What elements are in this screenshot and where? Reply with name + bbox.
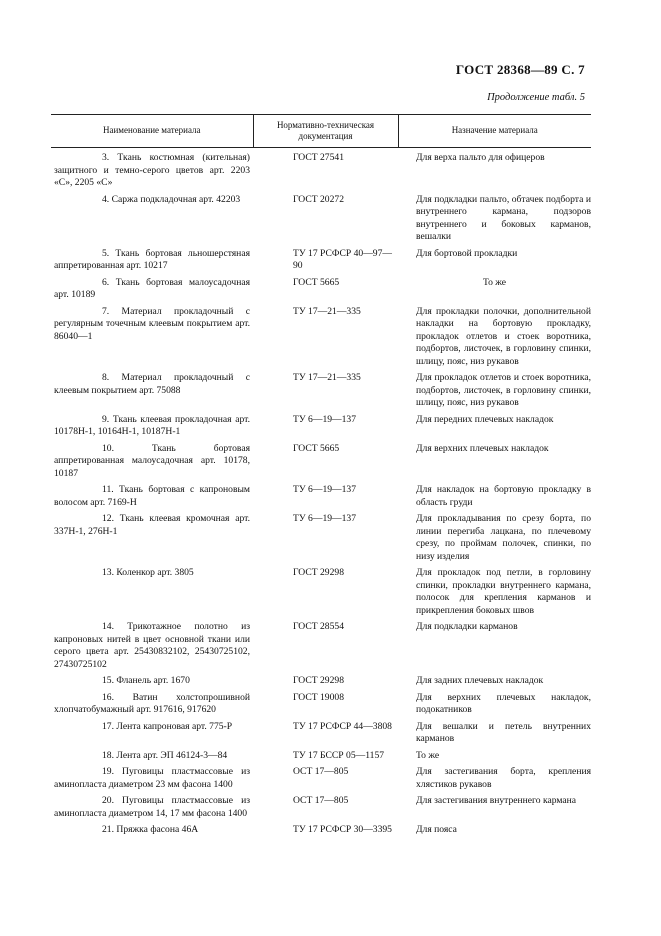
- table-row: [51, 513, 591, 567]
- table-row: [51, 750, 591, 767]
- column-header-documentation: Нормативно-техническая документация: [253, 115, 398, 148]
- table-row: [51, 372, 591, 414]
- material-purpose: Для пояса: [416, 824, 457, 835]
- material-doc: ТУ 6—19—137: [293, 513, 357, 524]
- table-row: [51, 675, 591, 692]
- material-name: 11. Ткань бортовая с капроновым волосом арт. 7169-Н: [54, 484, 250, 508]
- table-row: [51, 824, 591, 841]
- table-header-row: [51, 115, 591, 148]
- material-purpose: Для верхних плечевых накладок: [416, 442, 549, 454]
- table-row: [51, 148, 591, 194]
- material-name: 15. Фланель арт. 1670: [102, 675, 190, 686]
- material-name: 7. Материал прокладочный с регулярным точечным клеевым покрытием арт. 86040—1: [54, 305, 250, 342]
- material-purpose: Для прокладок отлетов и стоек воротника, подбортов, листочек, в горловину спинки, шлицу, пояс, низ рукавов: [416, 372, 591, 408]
- materials-table: [51, 114, 591, 841]
- material-doc: ТУ 6—19—137: [293, 413, 357, 425]
- material-purpose: Для бортовой прокладки: [416, 247, 518, 259]
- material-doc: ОСТ 17—805: [293, 766, 349, 777]
- table-row: [51, 484, 591, 513]
- table-row: [51, 277, 591, 306]
- material-doc: ТУ 17 РСФСР 44—3808: [293, 720, 392, 732]
- material-name: 10. Ткань бортовая аппретированная малоусадочная арт. 10178, 10187: [54, 442, 250, 479]
- material-doc: ГОСТ 20272: [293, 193, 344, 205]
- material-purpose: Для вешалки и петель внутренних карманов: [416, 720, 591, 744]
- table-row: [51, 414, 591, 443]
- material-purpose: То же: [482, 276, 507, 288]
- material-doc: ГОСТ 29298: [293, 675, 344, 686]
- material-purpose: Для прокладок под петли, в горловину спинки, прокладки внутреннего кармана, полосок для крепления карманов и прикрепления боковых швов: [416, 567, 591, 616]
- material-doc: ГОСТ 19008: [293, 691, 344, 703]
- material-purpose: Для застегивания внутреннего кармана: [416, 795, 577, 806]
- column-header-purpose: Назначение материала: [398, 115, 591, 148]
- table-row: [51, 567, 591, 621]
- material-name: 12. Ткань клеевая кромочная арт. 337Н-1, 276Н-1: [54, 513, 250, 537]
- material-name: 4. Саржа подкладочная арт. 42203: [102, 193, 241, 205]
- material-name: 14. Трикотажное полотно из капроновых нитей в цвет основной ткани или серого цвета арт. 25430832102, 25430725102, 27430725102: [54, 621, 250, 670]
- material-doc: ГОСТ 5665: [293, 442, 340, 454]
- material-doc: ТУ 17 РСФСР 40—97—90: [293, 247, 392, 271]
- table-row: [51, 194, 591, 248]
- material-name: 5. Ткань бортовая льношерстяная аппретированная арт. 10217: [54, 247, 250, 271]
- material-purpose: Для прокладки полочки, дополнительной накладки на бортовую прокладку, прокладок отлетов и стоек воротника, подбортов, листочек, в горловину спинки, шлицу, пояс, низ рукавов: [416, 305, 591, 367]
- material-name: 13. Коленкор арт. 3805: [102, 567, 194, 578]
- material-purpose: Для задних плечевых накладок: [416, 675, 544, 686]
- table-row: [51, 621, 591, 675]
- material-name: 3. Ткань костюмная (кительная) защитного и темно-серого цветов арт. 2203 «С», 2205 «С»: [54, 152, 250, 188]
- page-header: ГОСТ 28368—89 С. 7: [455, 62, 585, 77]
- material-name: 17. Лента капроновая арт. 775-Р: [102, 720, 233, 732]
- material-name: 21. Пряжка фасона 46А: [102, 824, 199, 835]
- table-row: [51, 692, 591, 721]
- table-continuation-note: Продолжение табл. 5: [487, 92, 585, 103]
- table-row: [51, 721, 591, 750]
- material-doc: ГОСТ 27541: [293, 152, 344, 163]
- table-row: [51, 766, 591, 795]
- material-purpose: Для накладок на бортовую прокладку в область груди: [416, 484, 591, 508]
- material-name: 20. Пуговицы пластмассовые из аминопласта диаметром 14, 17 мм фасона 1400: [54, 795, 250, 819]
- material-doc: ТУ 6—19—137: [293, 484, 357, 495]
- table-row: [51, 248, 591, 277]
- material-purpose: Для верха пальто для офицеров: [416, 152, 545, 163]
- material-name: 16. Ватин холстопрошивной хлопчатобумажный арт. 917616, 917620: [54, 691, 250, 715]
- material-doc: ТУ 17 РСФСР 30—3395: [293, 824, 392, 835]
- material-name: 6. Ткань бортовая малоусадочная арт. 10189: [54, 276, 250, 300]
- material-doc: ГОСТ 5665: [293, 276, 340, 288]
- material-name: 9. Ткань клеевая прокладочная арт. 10178Н-1, 10164Н-1, 10187Н-1: [54, 413, 250, 437]
- material-name: 8. Материал прокладочный с клеевым покрытием арт. 75088: [54, 372, 250, 396]
- material-purpose: Для передних плечевых накладок: [416, 413, 554, 425]
- table-row: [51, 443, 591, 485]
- material-doc: ОСТ 17—805: [293, 795, 349, 806]
- material-purpose: Для верхних плечевых накладок, подокатников: [416, 691, 591, 715]
- material-doc: ГОСТ 29298: [293, 567, 344, 578]
- material-purpose: Для прокладывания по срезу борта, по линии перегиба лацкана, по плечевому срезу, по проймам полочек, спинки, по низу изделия: [416, 513, 591, 562]
- material-name: 19. Пуговицы пластмассовые из аминопласта диаметром 23 мм фасона 1400: [54, 766, 250, 790]
- material-name: 18. Лента арт. ЭП 46124-3—84: [102, 749, 228, 761]
- column-header-material: Наименование материала: [51, 115, 253, 148]
- table-row: [51, 306, 591, 373]
- material-purpose: Для подкладки карманов: [416, 621, 518, 632]
- table-row: [51, 795, 591, 824]
- material-doc: ГОСТ 28554: [293, 621, 344, 632]
- material-purpose: То же: [416, 749, 440, 761]
- material-purpose: Для подкладки пальто, обтачек подборта и внутреннего кармана, подзоров внутреннего и боковых карманов, вешалки: [416, 193, 591, 242]
- material-purpose: Для застегивания борта, крепления хлястиков рукавов: [416, 766, 591, 790]
- material-doc: ТУ 17 БССР 05—1157: [293, 749, 385, 761]
- material-doc: ТУ 17—21—335: [293, 305, 361, 317]
- material-doc: ТУ 17—21—335: [293, 372, 361, 383]
